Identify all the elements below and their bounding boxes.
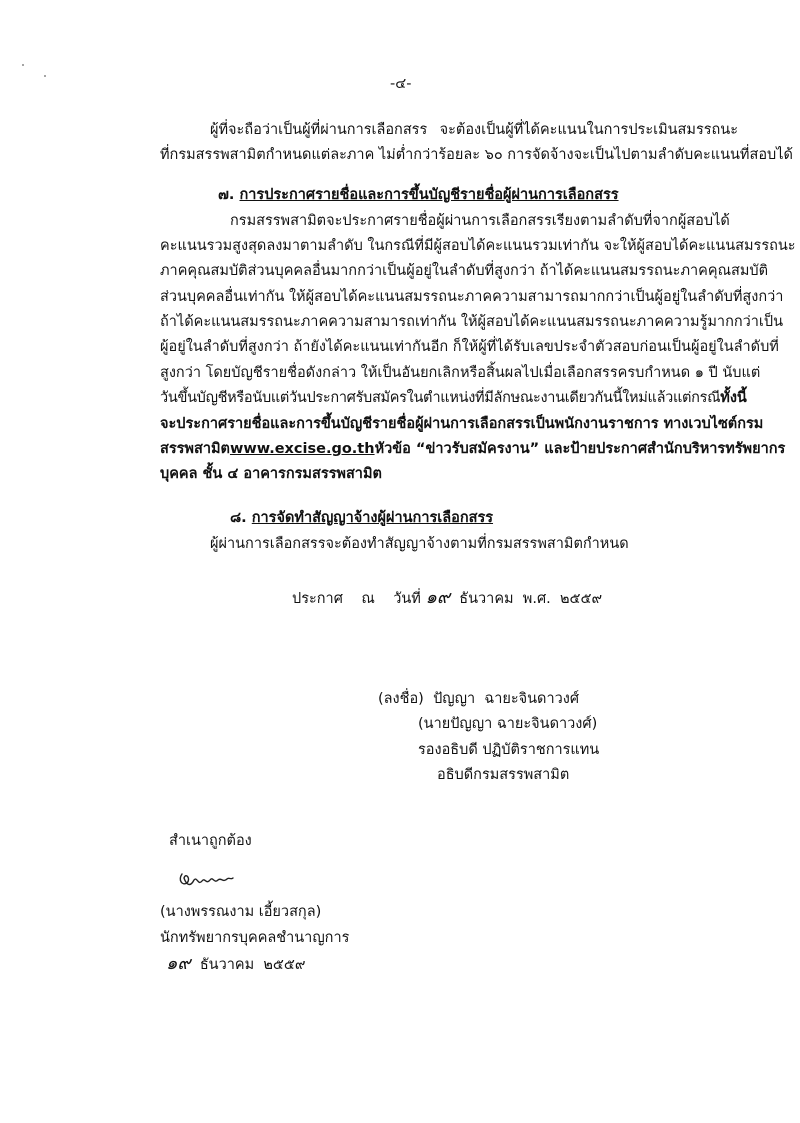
announce-suffix: ธันวาคม พ.ศ. ๒๕๕๙ xyxy=(459,591,603,607)
section-7-line: ส่วนบุคคลอื่นเท่ากัน ให้ผู้สอบได้คะแนนสมรรถนะภาคความสามารถมากกว่าเป็นผู้อยู่ในลำดับที่สูงกว่า xyxy=(160,289,784,305)
certified-name: (นางพรรณงาม เอี้ยวสกุล) xyxy=(160,904,322,920)
section-7-bold-line-3 xyxy=(160,441,786,458)
section-7-number: ๗. xyxy=(218,187,235,203)
section-7-heading xyxy=(218,187,619,204)
scan-speck xyxy=(44,75,46,77)
scan-speck xyxy=(22,64,24,66)
certified-day: ๑๙ xyxy=(166,953,191,974)
certified-label: สำเนาถูกต้อง xyxy=(169,833,252,849)
section-7-bold-text: สรรพสามิต xyxy=(160,441,230,457)
announce-prefix: ประกาศ ณ วันที่ xyxy=(292,591,421,607)
page-number: -๔- xyxy=(390,76,412,92)
section-7-line: คะแนนรวมสูงสุดลงมาตามลำดับ ในกรณีที่มีผู้สอบได้คะแนนรวมเท่ากัน จะให้ผู้สอบได้คะแนนสมรรถนะ xyxy=(160,238,796,254)
section-7-title: การประกาศรายชื่อและการขึ้นบัญชีรายชื่อผู้ผ่านการเลือกสรร xyxy=(239,187,619,203)
section-7-bold-line-2: จะประกาศรายชื่อและการขึ้นบัญชีรายชื่อผู้ผ่านการเลือกสรรเป็นพนักงานราชการ ทางเวบไซต์กรม xyxy=(160,416,764,432)
section-7-bold-text: หัวข้อ “ข่าวรับสมัครงาน” และป้ายประกาศสำนักบริหารทรัพยากร xyxy=(374,441,786,457)
section-7-bold-text: ทั้งนี้ xyxy=(720,390,747,406)
signed-name: ปัญญา ฉายะจินดาวงศ์ xyxy=(433,691,580,707)
section-7-line: สูงกว่า โดยบัญชีรายชื่อดังกล่าว ให้เป็นอันยกเลิกหรือสิ้นผลไปเมื่อเลือกสรรครบกำหนด ๑ ปี นับแต่ xyxy=(160,365,761,381)
intro-line-2: ที่กรมสรรพสามิตกำหนดแต่ละภาค ไม่ต่ำกว่าร้อยละ ๖๐ การจัดจ้างจะเป็นไปตามลำดับคะแนนที่สอบได้ xyxy=(160,147,793,163)
section-7-line: ผู้อยู่ในลำดับที่สูงกว่า ถ้ายังได้คะแนนเท่ากันอีก ก็ให้ผู้ที่ได้รับเลขประจำตัวสอบก่อนเป็นผู้อยู่ในลำดับที่ xyxy=(160,339,779,355)
section-7-bold-line-1 xyxy=(160,390,747,407)
handwritten-signature xyxy=(176,866,236,890)
section-8-heading xyxy=(230,510,493,527)
signer-full-name: (นายปัญญา ฉายะจินดาวงศ์) xyxy=(418,716,598,732)
intro-line-1: ผู้ที่จะถือว่าเป็นผู้ที่ผ่านการเลือกสรร จะต้องเป็นผู้ที่ได้คะแนนในการประเมินสมรรถนะ xyxy=(210,122,738,138)
section-8-number: ๘. xyxy=(230,510,247,526)
section-7-line: ภาคคุณสมบัติส่วนบุคคลอื่นมากกว่าเป็นผู้อยู่ในลำดับที่สูงกว่า ถ้าได้คะแนนสมรรถนะภาคคุณสมบัติ xyxy=(160,263,769,279)
signed-label: (ลงชื่อ) xyxy=(378,691,424,707)
certified-date xyxy=(166,953,305,975)
signer-position-2: อธิบดีกรมสรรพสามิต xyxy=(437,767,570,783)
announce-day: ๑๙ xyxy=(425,587,451,608)
section-8-title: การจัดทำสัญญาจ้างผู้ผ่านการเลือกสรร xyxy=(251,510,494,526)
section-7-line: ถ้าได้คะแนนสมรรถนะภาคความสามารถเท่ากัน ให้ผู้สอบได้คะแนนสมรรถนะภาคความรู้มากกว่าเป็น xyxy=(160,314,783,330)
section-7-bold-line-4: บุคคล ชั้น ๔ อาคารกรมสรรพสามิต xyxy=(160,466,382,482)
excise-website-link[interactable]: www.excise.go.th xyxy=(229,441,375,457)
certified-date-rest: ธันวาคม ๒๕๕๙ xyxy=(199,957,306,973)
section-7-line-text: วันขึ้นบัญชีหรือนับแต่วันประกาศรับสมัครในตำแหน่งที่มีลักษณะงานเดียวกันนี้ใหม่แล้วแต่กรณี xyxy=(160,390,721,406)
section-8-line: ผู้ผ่านการเลือกสรรจะต้องทำสัญญาจ้างตามที่กรมสรรพสามิตกำหนด xyxy=(210,536,629,552)
announce-date xyxy=(292,587,602,609)
section-7-line: กรมสรรพสามิตจะประกาศรายชื่อผู้ผ่านการเลือกสรรเรียงตามลำดับที่จากผู้สอบได้ xyxy=(230,213,730,229)
signer-position-1: รองอธิบดี ปฏิบัติราชการแทน xyxy=(418,742,600,758)
signed-line xyxy=(378,691,579,708)
certified-position: นักทรัพยากรบุคคลชำนาญการ xyxy=(160,930,350,946)
